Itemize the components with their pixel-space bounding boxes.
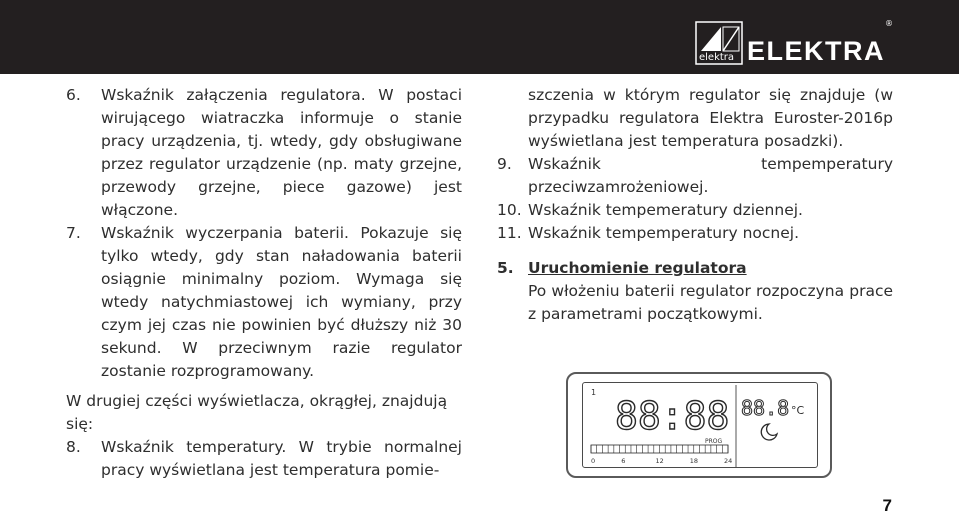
lcd-clock-digits: 88:88 <box>615 394 730 438</box>
timeline-scale-label: 24 <box>724 457 733 465</box>
list-item-11 <box>497 222 893 245</box>
lcd-prog-label: PROG <box>705 438 723 445</box>
lcd-screen <box>582 382 818 468</box>
list-item-7 <box>66 222 462 383</box>
item-text: Wskaźnik temperatury. W trybie normalnej pracy wyświetlana jest temperatura pomie- <box>101 438 462 479</box>
timeline-ticks <box>591 445 728 453</box>
bottom-left-paragraph <box>66 390 462 482</box>
lcd-small-digit: 1 <box>591 388 597 397</box>
header-bar <box>0 0 959 74</box>
item-number: 6. <box>66 86 81 104</box>
logo-registered-mark: ® <box>885 19 893 28</box>
item-text: Wskaźnik tempemperatury nocnej. <box>528 224 800 242</box>
elektra-logo <box>695 21 893 65</box>
item-text: Wskaźnik załączenia regulatora. W postaci wirującego wiatraczka informuje o stanie pracy urządzenia, tj. wtedy, gdy obsługiwane przez regulator urządzenie (np. maty grzejne, przewody grzejne, piece gazowe) jest włączone. <box>101 86 462 219</box>
lcd-segments-graphic <box>583 383 817 467</box>
section-number: 5. <box>497 259 514 277</box>
section-title: Uruchomienie regulatora <box>528 259 747 277</box>
list-item-10 <box>497 199 893 222</box>
item-number: 9. <box>497 155 512 173</box>
item-number: 11. <box>497 224 522 242</box>
continuation-text: szczenia w którym regulator się znajduje (w przypadku regulatora Elektra Euroster-2016p wyświetlana jest temperatura posadzki). <box>528 86 893 150</box>
timeline-scale-label: 18 <box>689 457 699 465</box>
item-text: Wskaźnik wyczerpania baterii. Pokazuje się tylko wtedy, gdy stan naładowania baterii osiągnie minimalny poziom. Wymaga się wtedy natychmiastowej ich wymiany, przy czym jej czas nie powinien być dłuższy niż 30 sekund. W przeciwnym razie regulator zostanie rozprogramowany. <box>101 224 462 380</box>
moon-icon <box>761 424 777 440</box>
right-column <box>497 84 893 326</box>
timeline-scale-label: 0 <box>591 457 596 465</box>
timeline-scale-label: 12 <box>655 457 664 465</box>
left-column <box>66 84 462 383</box>
item-number: 10. <box>497 201 522 219</box>
list-item-6 <box>66 84 462 222</box>
timeline-scale <box>591 457 732 465</box>
logo-wordmark: ELEKTRA <box>747 36 885 66</box>
lcd-temp-unit: °C <box>791 404 805 417</box>
item-number: 8. <box>66 438 81 456</box>
intro-text: W drugiej części wyświetlacza, okrągłej, znajdują się: <box>66 392 448 433</box>
section-5-text: Po włożeniu baterii regulator rozpoczyna prace z parametrami początkowymi. <box>528 282 893 323</box>
timeline-scale-label: 6 <box>621 457 626 465</box>
section-5-heading <box>497 257 893 280</box>
list-item-8 <box>66 436 462 482</box>
logo-mark-icon <box>695 21 743 65</box>
item-number: 7. <box>66 224 81 242</box>
lcd-temp-digits: 88.8 <box>741 396 790 420</box>
logo-small-text: elektra <box>699 52 735 63</box>
list-item-9 <box>497 153 893 199</box>
page-number: 7 <box>882 496 892 515</box>
item-text: Wskaźnik tempemeratury dziennej. <box>528 201 803 219</box>
item-text: Wskaźnik tempemperatury przeciwzamrożeniowej. <box>528 155 893 196</box>
lcd-display-illustration <box>566 372 832 478</box>
